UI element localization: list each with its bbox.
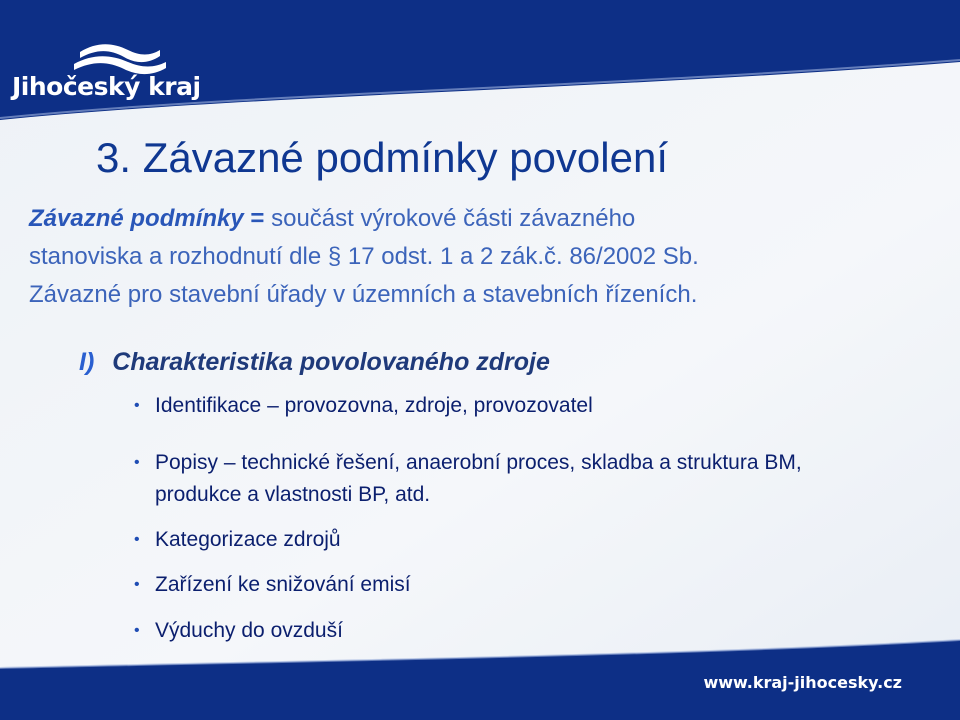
footer-website-url: www.kraj-jihocesky.cz [703, 673, 902, 692]
intro-term: Závazné podmínky [29, 205, 244, 232]
list-item-text: Kategorizace zdrojů [155, 528, 341, 551]
intro-law-reference: § 17 odst. 1 a 2 zák.č. 86/2002 Sb. [327, 243, 699, 270]
list-item-text: Popisy – technické řešení, anaerobní proces, skladba a struktura BM, produkce a vlastnosti BP, atd. [155, 451, 802, 506]
list-item [131, 615, 855, 647]
bullet-dot-icon: • [134, 622, 140, 639]
bullet-dot-icon: • [134, 397, 140, 414]
list-item [131, 524, 855, 556]
bullet-dot-icon: • [134, 531, 140, 548]
intro-equals: = [243, 205, 272, 232]
section-heading [79, 348, 550, 377]
list-item-text: Zařízení ke snižování emisí [155, 573, 411, 596]
list-item-text: Identifikace – provozovna, zdroje, provozovatel [155, 394, 593, 417]
bullet-dot-icon: • [134, 454, 140, 471]
intro-line2: stanoviska a rozhodnutí dle [29, 243, 322, 270]
list-item [131, 447, 855, 511]
intro-line1: součást výrokové části závazného [271, 205, 636, 232]
bullet-dot-icon: • [134, 576, 140, 593]
list-item-text: Výduchy do ovzduší [155, 619, 343, 642]
intro-paragraph [29, 200, 849, 314]
list-item [131, 390, 855, 422]
region-logo-text: Jihočeský kraj [12, 72, 201, 101]
section-numeral: I) [79, 348, 95, 376]
intro-line3: Závazné pro stavební úřady v územních a stavebních řízeních. [29, 281, 698, 308]
section-title: Charakteristika povolovaného zdroje [112, 348, 550, 376]
list-item [131, 569, 855, 601]
slide-title: 3. Závazné podmínky povolení [96, 134, 669, 181]
